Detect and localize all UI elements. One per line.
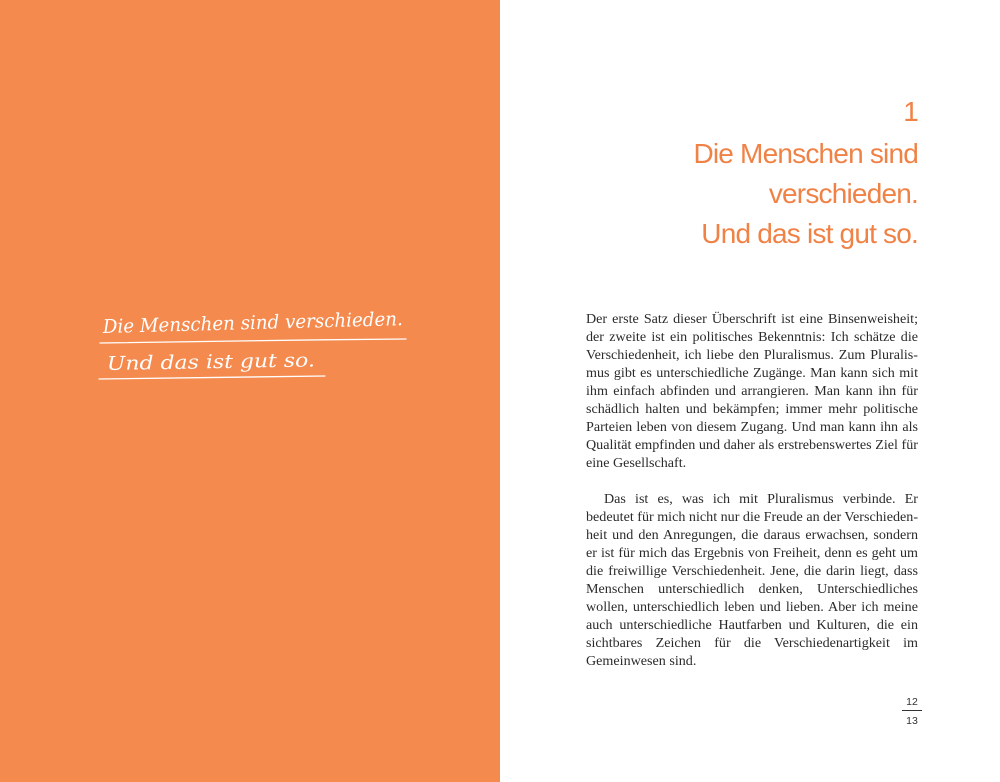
chapter-title-line-1: Die Menschen sind xyxy=(693,138,918,169)
paragraph-1: Der erste Satz dieser Überschrift ist eine Binsenweisheit; der zweite ist ein politisches Bekenntnis: Ich schätze die Verschiedenheit, ich liebe den Pluralismus. Zum Pluralismus gibt es unterschiedliche Zugänge. Man kann sich mit ihm einfach abfinden und arrangieren. Man kann ihn für schädlich halten und bekämpfen; immer mehr politische Parteien leben von diesem Zugang. Und man kann ihn als Qualität empfinden und daher als erstrebenswertes Ziel für eine Gesellschaft. xyxy=(586,311,918,471)
handwritten-underline-2 xyxy=(99,376,325,379)
chapter-title-line-3: Und das ist gut so. xyxy=(701,218,918,249)
paragraph-2: Das ist es, was ich mit Pluralismus verbinde. Er bedeutet für mich nicht nur die Freude an der Verschiedenheit und den Anregungen, die daraus erwachsen, sondern er ist für mich das Ergebnis von Freiheit, denn es geht um die freiwillige Verschiedenheit. Jene, die darin liegt, dass Menschen unterschiedlich denken, Unterschiedliches wollen, unterschiedlich leben und lieben. Aber ich meine auch unterschiedliche Hautfarben und Kulturen, die ein sichtbares Zeichen für die Verschiedenartigkeit im Gemeinwesen sind. xyxy=(586,491,919,669)
body-text xyxy=(586,310,918,670)
page-numbers xyxy=(902,695,922,728)
page-number-divider xyxy=(902,710,922,711)
page-number-right: 13 xyxy=(906,715,918,727)
handwritten-underline-1 xyxy=(100,339,406,343)
page-number-left: 12 xyxy=(906,696,918,708)
chapter-heading xyxy=(693,96,918,254)
chapter-title-line-2: verschieden. xyxy=(768,178,918,209)
handwritten-line-1: Die Menschen sind verschieden. xyxy=(102,307,416,338)
handwritten-line-2: Und das ist gut so. xyxy=(106,349,288,375)
chapter-number: 1 xyxy=(903,96,918,127)
